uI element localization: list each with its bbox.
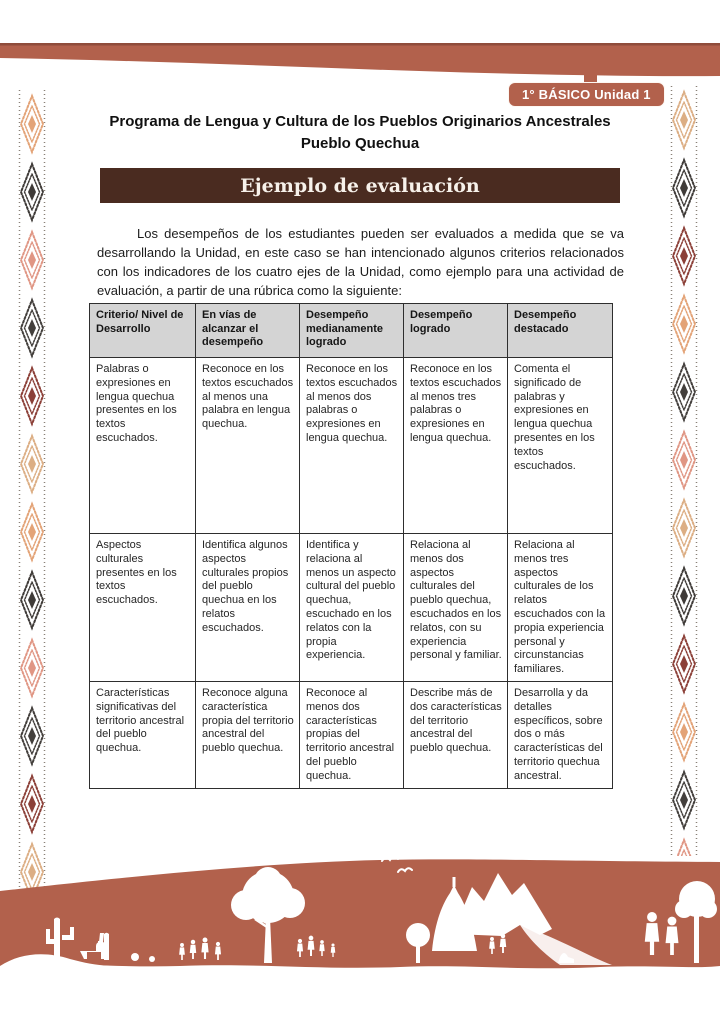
unit-badge (508, 82, 665, 107)
rubric-cell: Relaciona al menos tres aspectos culturales de los relatos escuchados con la propia experiencia personal y circunstancias familiares. (508, 534, 613, 682)
rubric-cell: Aspectos culturales presentes en los textos escuchados. (90, 534, 196, 682)
rubric-header-row (90, 304, 613, 358)
rubric-cell: Reconoce en los textos escuchados al menos dos palabras o expresiones en lengua quechua. (300, 358, 404, 534)
right-textile-border (670, 86, 698, 856)
document-title-line1: Programa de Lengua y Cultura de los Pueblos Originarios Ancestrales (109, 113, 611, 130)
intro-paragraph: Los desempeños de los estudiantes pueden ser evaluados a medida que se va desarrollando la Unidad, en este caso se han intencionado algunos criterios relacionados con los indicadores de los cuatro ejes de la Unidad, como ejemplo para una actividad de evaluación, a partir de una rúbrica como la siguiente: (97, 226, 624, 298)
rubric-cell: Identifica y relaciona al menos un aspecto cultural del pueblo quechua, escuchado en los relatos con la propia experiencia. (300, 534, 404, 682)
section-banner (100, 168, 620, 203)
rubric-cell: Relaciona al menos dos aspectos culturales del pueblo quechua, escuchados en los relatos, con su experiencia personal y familiar. (404, 534, 508, 682)
bottom-landscape-decoration (0, 839, 720, 1019)
section-banner-label: Ejemplo de evaluación (240, 174, 480, 197)
rubric-cell: Reconoce al menos dos características propias del territorio ancestral del pueblo quechua. (300, 681, 404, 788)
left-textile-border (18, 90, 46, 888)
rubric-header-cell: Criterio/ Nivel de Desarrollo (90, 304, 196, 358)
rubric-cell: Reconoce en los textos escuchados al menos tres palabras o expresiones en lengua quechua. (404, 358, 508, 534)
rubric-cell: Desarrolla y da detalles específicos, sobre dos o más características del territorio quechua ancestral. (508, 681, 613, 788)
document-title-line2: Pueblo Quechua (300, 135, 420, 152)
rubric-header-cell: Desempeño medianamente logrado (300, 304, 404, 358)
unit-badge-label: 1° BÁSICO Unidad 1 (522, 87, 651, 102)
rubric-header-cell: En vías de alcanzar el desempeño (196, 304, 300, 358)
rubric-table (89, 303, 613, 789)
document-title (0, 111, 720, 155)
rubric-header-cell: Desempeño logrado (404, 304, 508, 358)
rubric-cell: Reconoce alguna característica propia del territorio ancestral del pueblo quechua. (196, 681, 300, 788)
rubric-cell: Reconoce en los textos escuchados al menos una palabra en lengua quechua. (196, 358, 300, 534)
rubric-cell: Identifica algunos aspectos culturales propios del pueblo quechua en los relatos escuchados. (196, 534, 300, 682)
rubric-row (90, 681, 613, 788)
rubric-header-cell: Desempeño destacado (508, 304, 613, 358)
rubric-cell: Describe más de dos características del territorio ancestral del pueblo quechua. (404, 681, 508, 788)
rubric-cell: Comenta el significado de palabras y expresiones en lengua quechua presentes en los textos escuchados. (508, 358, 613, 534)
rubric-row (90, 534, 613, 682)
rubric-cell: Características significativas del territorio ancestral del pueblo quechua. (90, 681, 196, 788)
rubric-cell: Palabras o expresiones en lengua quechua presentes en los textos escuchados. (90, 358, 196, 534)
rubric-row (90, 358, 613, 534)
